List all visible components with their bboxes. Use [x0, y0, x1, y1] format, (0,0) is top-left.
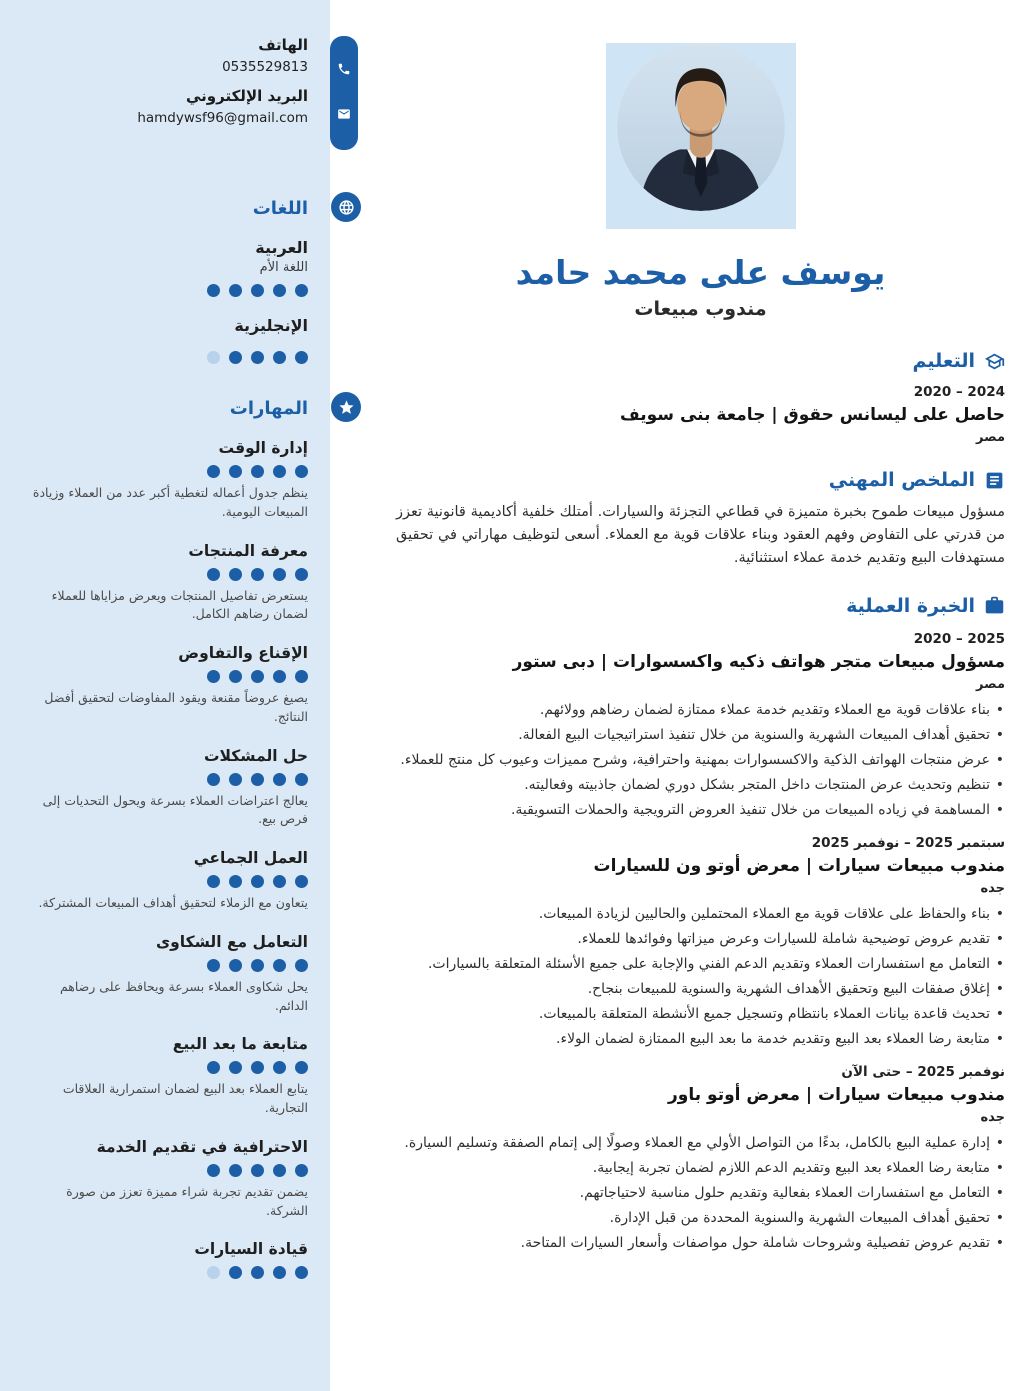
job-entry: [396, 1064, 1005, 1254]
rating-dot-filled: [273, 875, 286, 888]
rating-dot-filled: [229, 351, 242, 364]
rating-dot-filled: [273, 1061, 286, 1074]
skill-rating: [30, 773, 308, 786]
rating-dot-filled: [295, 959, 308, 972]
skill-rating: [30, 670, 308, 683]
skill-name: العمل الجماعي: [193, 849, 308, 867]
rating-dot-filled: [273, 959, 286, 972]
globe-icon: [331, 192, 361, 222]
sidebar: [0, 0, 330, 1391]
rating-dot-filled: [207, 670, 220, 683]
skill-item: [30, 933, 308, 1016]
skill-item: [30, 542, 308, 625]
skill-description: يضمن تقديم تجربة شراء مميزة تعزز من صورة الشركة.: [66, 1183, 308, 1218]
rating-dot-filled: [229, 670, 242, 683]
email-value: hamdywsf96@gmail.com: [137, 110, 308, 126]
rating-dot-filled: [207, 773, 220, 786]
rating-dot-filled: [229, 568, 242, 581]
rating-dot-filled: [207, 1061, 220, 1074]
bullet-item: • تنظيم وتحديث عرض المنتجات داخل المتجر بشكل دوري لضمان جاذبيته وفعاليته.: [396, 775, 1005, 796]
rating-dot-filled: [207, 875, 220, 888]
rating-dot-filled: [229, 465, 242, 478]
job-date: نوفمبر 2025 – حتى الآن: [841, 1063, 1005, 1080]
rating-dot-filled: [251, 351, 264, 364]
experience-section-header: [396, 595, 1005, 617]
education-degree: حاصل على ليسانس حقوق | جامعة بنى سويف: [620, 405, 1005, 425]
rating-dot-filled: [229, 1061, 242, 1074]
skill-item: [30, 849, 308, 913]
bullet-item: • تقديم عروض تفصيلية وشروحات شاملة حول مواصفات وأسعار السيارات المتاحة.: [396, 1233, 1005, 1254]
phone-label: الهاتف: [258, 36, 308, 54]
phone-value: 0535529813: [222, 59, 308, 75]
skill-name: معرفة المنتجات: [188, 541, 308, 560]
email-label: البريد الإلكتروني: [186, 87, 308, 105]
rating-dot-filled: [273, 1164, 286, 1177]
rating-dot-filled: [207, 1164, 220, 1177]
language-item: [30, 316, 308, 364]
briefcase-icon: [984, 595, 1005, 616]
skill-description: ينظم جدول أعماله لتغطية أكبر عدد من العملاء وزيادة المبيعات اليومية.: [32, 485, 308, 519]
bullet-item: • عرض منتجات الهواتف الذكية والاكسسوارات بمهنية واحترافية، وشرح مميزات وعيوب كل منتج للعملاء.: [396, 750, 1005, 771]
rating-dot-filled: [273, 351, 286, 364]
skill-name: متابعة ما بعد البيع: [172, 1035, 308, 1054]
rating-dot-filled: [251, 670, 264, 683]
skills-title: [30, 398, 308, 419]
rating-dot-filled: [273, 568, 286, 581]
skill-rating: [30, 1164, 308, 1177]
skill-description: يعالج اعتراضات العملاء بسرعة ويحول التحديات إلى فرص بيع.: [42, 792, 308, 827]
language-note: اللغة الأم: [259, 260, 308, 275]
skill-item: [30, 747, 308, 830]
rating-dot-filled: [207, 959, 220, 972]
skill-name: الاحترافية في تقديم الخدمة: [96, 1137, 308, 1156]
job-location: جده: [980, 1109, 1005, 1125]
rating-dot-filled: [295, 1266, 308, 1279]
skill-name: إدارة الوقت: [218, 439, 308, 457]
candidate-title: مندوب مبيعات: [634, 298, 767, 320]
rating-dot-empty: [207, 1266, 220, 1279]
education-section-header: [396, 350, 1005, 372]
rating-dot-filled: [273, 1266, 286, 1279]
skill-rating: [30, 959, 308, 972]
rating-dot-filled: [295, 351, 308, 364]
rating-dot-filled: [295, 670, 308, 683]
skill-name: حل المشكلات: [203, 746, 308, 765]
rating-dot-filled: [251, 875, 264, 888]
rating-dot-filled: [251, 1266, 264, 1279]
skill-rating: [30, 568, 308, 581]
bullet-item: • متابعة رضا العملاء بعد البيع وتقديم خدمة ما بعد البيع الممتازة لضمان الولاء.: [396, 1029, 1005, 1050]
rating-dot-filled: [229, 959, 242, 972]
rating-dot-filled: [251, 959, 264, 972]
rating-dot-filled: [251, 465, 264, 478]
rating-dot-filled: [273, 773, 286, 786]
job-title: مندوب مبيعات سيارات | معرض أوتو ون للسيارات: [593, 855, 1005, 876]
job-title: مسؤول مبيعات متجر هواتف ذكيه واكسسوارات | دبى ستور: [512, 651, 1005, 672]
job-location: مصر: [976, 676, 1005, 692]
skill-rating: [30, 1061, 308, 1074]
job-bullets: [396, 1133, 1005, 1254]
candidate-name: يوسف على محمد حامد: [515, 253, 886, 292]
rating-dot-filled: [273, 284, 286, 297]
rating-dot-filled: [251, 773, 264, 786]
language-item: [30, 238, 308, 297]
rating-dot-filled: [273, 465, 286, 478]
rating-dot-filled: [295, 568, 308, 581]
summary-text: مسؤول مبيعات طموح بخبرة متميزة في قطاعي التجزئة والسيارات. أمتلك خلفية أكاديمية قانونية تعزز من قدرتي على التفاوض وفهم العقود وبناء علاقات قوية مع العملاء. أسعى لتوظيف مهاراتي في تحقيق مستهدفات البيع وتقديم خدمة عملاء استثنائية.: [396, 504, 1005, 567]
skill-rating: [30, 465, 308, 478]
bullet-item: • تحديث قاعدة بيانات العملاء بانتظام وتسجيل جميع الأنشطة المتعلقة بالمبيعات.: [396, 1004, 1005, 1025]
job-bullets: [396, 700, 1005, 821]
bullet-item: • تحقيق أهداف المبيعات الشهرية والسنوية من خلال تنفيذ استراتيجيات البيع الفعالة.: [396, 725, 1005, 746]
rating-dot-filled: [251, 1061, 264, 1074]
skill-item: [30, 1035, 308, 1118]
job-date: 2020 – 2025: [913, 630, 1005, 647]
job-location: جده: [980, 880, 1005, 896]
bullet-item: • إدارة عملية البيع بالكامل، بدءًا من التواصل الأولي مع العملاء وصولًا إلى إتمام الصفقة وتسليم السيارة.: [396, 1133, 1005, 1154]
rating-dot-filled: [207, 465, 220, 478]
rating-dot-filled: [295, 1061, 308, 1074]
skills-title-label: المهارات: [229, 398, 308, 419]
rating-dot-filled: [229, 773, 242, 786]
bullet-item: • متابعة رضا العملاء بعد البيع وتقديم الدعم اللازم لضمان تجربة إيجابية.: [396, 1158, 1005, 1179]
main-content: [360, 0, 1024, 1391]
language-rating: [30, 284, 308, 297]
job-entry: [396, 631, 1005, 821]
bullet-item: • تحقيق أهداف المبيعات الشهرية والسنوية المحددة من قبل الإدارة.: [396, 1208, 1005, 1229]
job-title: مندوب مبيعات سيارات | معرض أوتو باور: [668, 1084, 1005, 1105]
contact-icon-rail: [330, 36, 358, 150]
rating-dot-empty: [207, 351, 220, 364]
rating-dot-filled: [295, 284, 308, 297]
language-note: [30, 338, 308, 342]
rating-dot-filled: [295, 1164, 308, 1177]
job-entry: [396, 835, 1005, 1050]
job-bullets: [396, 904, 1005, 1050]
rating-dot-filled: [295, 875, 308, 888]
skill-name: قيادة السيارات: [194, 1240, 308, 1259]
rating-dot-filled: [273, 670, 286, 683]
skill-description: يحل شكاوى العملاء بسرعة ويحافظ على رضاهم الدائم.: [59, 978, 308, 1013]
job-date: سبتمبر 2025 – نوفمبر 2025: [811, 834, 1005, 851]
experience-title: الخبرة العملية: [846, 594, 975, 617]
skill-item: [30, 1240, 308, 1279]
skill-description: يستعرض تفاصيل المنتجات ويعرض مزاياها للعملاء لضمان رضاهم الكامل.: [51, 587, 308, 622]
rating-dot-filled: [207, 284, 220, 297]
rating-dot-filled: [251, 568, 264, 581]
bullet-item: • إغلاق صفقات البيع وتحقيق الأهداف الشهرية والسنوية للمبيعات بنجاح.: [396, 979, 1005, 1000]
language-name: الإنجليزية: [234, 316, 308, 335]
summary-title: الملخص المهني: [828, 469, 975, 491]
summary-section-header: [396, 469, 1005, 491]
skill-rating: [30, 875, 308, 888]
bullet-item: • بناء علاقات قوية مع العملاء وتقديم خدمة عملاء ممتازة لضمان رضاهم وولائهم.: [396, 700, 1005, 721]
rating-dot-filled: [229, 1164, 242, 1177]
rating-dot-filled: [295, 773, 308, 786]
bullet-item: • المساهمة في زياده المبيعات من خلال تنفيذ العروض الترويجية والحملات التسويقية.: [396, 800, 1005, 821]
skill-rating: [30, 1266, 308, 1279]
rating-dot-filled: [207, 568, 220, 581]
profile-photo-frame: [606, 43, 796, 229]
languages-title: [30, 198, 308, 219]
document-icon: [984, 470, 1005, 491]
language-name: العربية: [255, 238, 308, 257]
bullet-item: • التعامل مع استفسارات العملاء وتقديم الدعم الفني والإجابة على جميع الأسئلة المتعلقة بالسيارات.: [396, 954, 1005, 975]
bullet-item: • بناء والحفاظ على علاقات قوية مع العملاء المحتملين والحاليين لزيادة المبيعات.: [396, 904, 1005, 925]
education-date: 2020 – 2024: [913, 384, 1005, 400]
language-rating: [30, 351, 308, 364]
skill-description: يتابع العملاء بعد البيع لضمان استمرارية العلاقات التجارية.: [62, 1081, 308, 1115]
mail-icon: [337, 106, 351, 125]
rating-dot-filled: [295, 465, 308, 478]
languages-title-label: اللغات: [252, 198, 308, 219]
bullet-item: • التعامل مع استفسارات العملاء بفعالية وتقديم حلول مناسبة لاحتياجاتهم.: [396, 1183, 1005, 1204]
skill-item: [30, 1138, 308, 1221]
rating-dot-filled: [251, 284, 264, 297]
rating-dot-filled: [229, 1266, 242, 1279]
skill-description: يصيغ عروضاً مقنعة ويقود المفاوضات لتحقيق أفضل النتائج.: [44, 690, 308, 724]
avatar-image: [617, 43, 785, 211]
rating-dot-filled: [229, 875, 242, 888]
star-icon: [331, 392, 361, 422]
graduation-cap-icon: [984, 351, 1005, 372]
skill-description: يتعاون مع الزملاء لتحقيق أهداف المبيعات المشتركة.: [38, 895, 308, 910]
education-location: مصر: [976, 430, 1005, 445]
skill-item: [30, 644, 308, 727]
rating-dot-filled: [251, 1164, 264, 1177]
rating-dot-filled: [229, 284, 242, 297]
contact-section: [30, 36, 308, 126]
skill-item: [30, 439, 308, 522]
education-title: التعليم: [912, 350, 975, 372]
phone-icon: [337, 61, 351, 80]
skill-name: الإقناع والتفاوض: [178, 644, 308, 662]
bullet-item: • تقديم عروض توضيحية شاملة للسيارات وعرض ميزاتها وفوائدها للعملاء.: [396, 929, 1005, 950]
profile-photo: [617, 43, 785, 211]
skill-name: التعامل مع الشكاوى: [155, 932, 308, 951]
